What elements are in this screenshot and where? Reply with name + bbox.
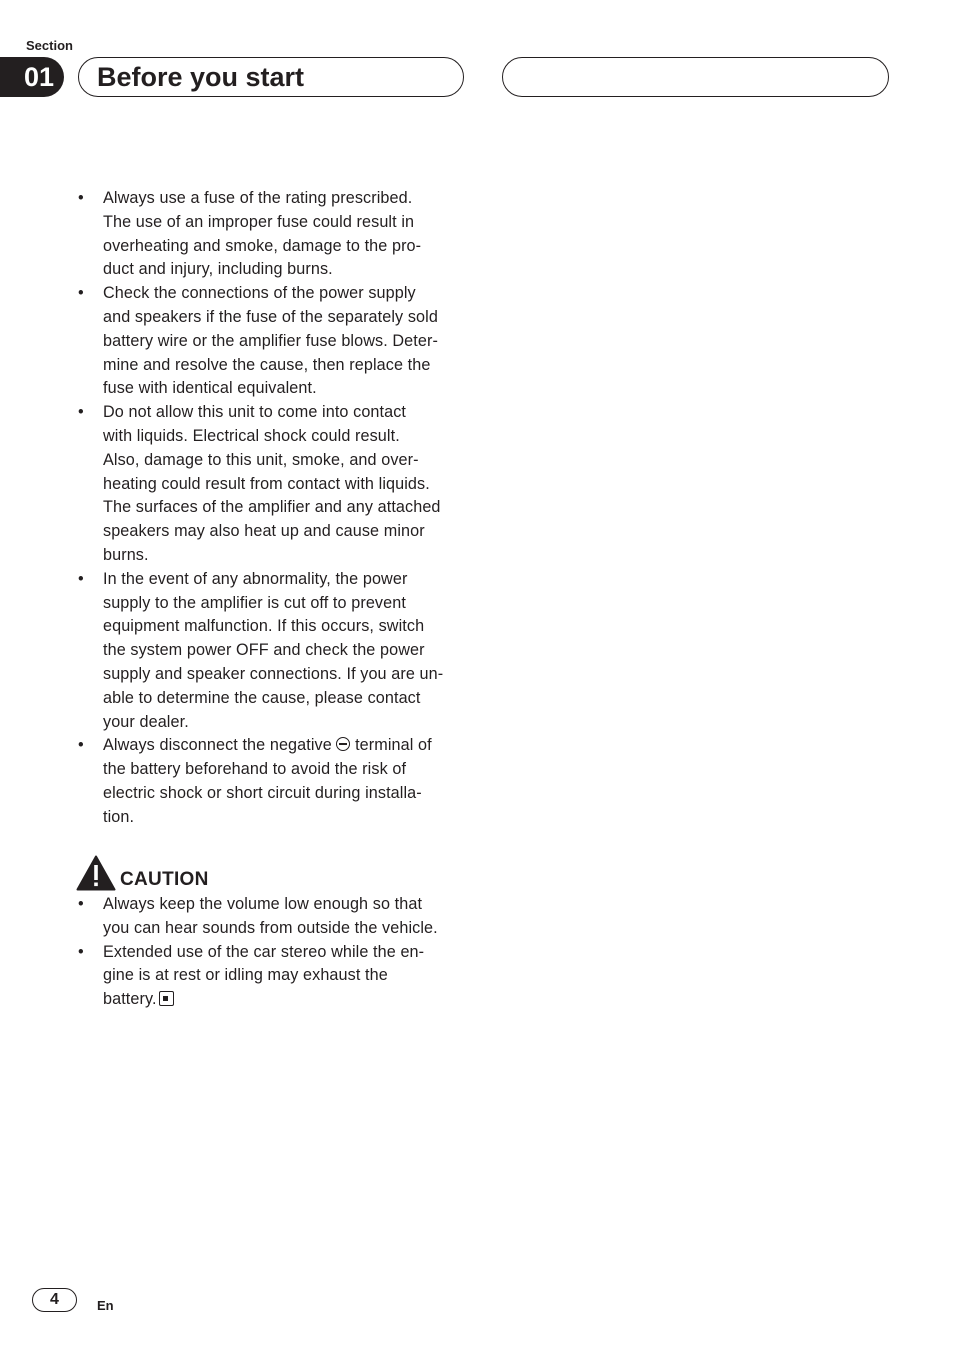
text-line: Extended use of the car stereo while the en- — [103, 942, 425, 961]
text-line: the system power OFF and check the power — [103, 641, 425, 660]
empty-header-frame — [502, 57, 889, 97]
text-line: terminal of — [355, 736, 432, 755]
negative-terminal-icon — [336, 737, 350, 751]
bullet-icon: • — [78, 284, 84, 303]
text-line: Always keep the volume low enough so that — [103, 895, 423, 913]
list-item — [76, 282, 468, 401]
caution-column — [76, 893, 468, 1012]
section-label: Section — [26, 38, 73, 53]
text-line: In the event of any abnormality, the power — [103, 569, 408, 588]
text-line: equipment malfunction. If this occurs, switch — [103, 617, 425, 636]
language-label: En — [97, 1298, 114, 1313]
text-line: Always use a fuse of the rating prescribed. — [103, 189, 413, 207]
page-number: 4 — [32, 1288, 77, 1312]
text-line: your dealer. — [103, 712, 189, 731]
text-line: supply and speaker connections. If you are un- — [103, 664, 444, 683]
text-line: The surfaces of the amplifier and any attached — [103, 498, 441, 517]
text-line: you can hear sounds from outside the vehicle. — [103, 918, 438, 937]
list-item — [76, 568, 468, 735]
text-line: tion. — [103, 807, 135, 826]
text-line: and speakers if the fuse of the separately sold — [103, 307, 438, 326]
text-line: burns. — [103, 545, 149, 564]
text-line: Check the connections of the power supply — [103, 284, 416, 303]
caution-label: CAUTION — [120, 869, 209, 890]
text-line: electric shock or short circuit during installa- — [103, 783, 422, 802]
list-item — [76, 734, 468, 829]
list-item — [76, 187, 468, 282]
text-line: mine and resolve the cause, then replace the — [103, 355, 431, 374]
list-item — [76, 401, 468, 568]
list-item — [76, 893, 468, 941]
warning-list — [76, 187, 468, 830]
text-line: fuse with identical equivalent. — [103, 379, 317, 398]
bullet-icon: • — [78, 189, 84, 207]
text-line: speakers may also heat up and cause minor — [103, 522, 425, 541]
warning-triangle-icon — [76, 855, 116, 891]
text-line: with liquids. Electrical shock could result. — [103, 426, 400, 445]
page-title: Before you start — [97, 62, 305, 92]
text-line: able to determine the cause, please contact — [103, 688, 421, 707]
text-line: supply to the amplifier is cut off to prevent — [103, 593, 406, 612]
text-line: Also, damage to this unit, smoke, and over- — [103, 450, 419, 469]
text-line: The use of an improper fuse could result in — [103, 212, 415, 231]
text-line: heating could result from contact with liquids. — [103, 474, 430, 493]
bullet-icon: • — [78, 895, 84, 913]
bullet-icon: • — [78, 403, 84, 422]
bullet-icon: • — [78, 736, 84, 755]
text-line: Always disconnect the negative — [103, 736, 332, 755]
text-line: battery. — [103, 990, 157, 1009]
text-line: battery wire or the amplifier fuse blows. Deter- — [103, 331, 438, 350]
text-line: the battery beforehand to avoid the risk of — [103, 760, 407, 779]
text-line: overheating and smoke, damage to the pro- — [103, 236, 422, 255]
text-line: gine is at rest or idling may exhaust the — [103, 966, 388, 985]
text-line: duct and injury, including burns. — [103, 260, 333, 279]
caution-list — [76, 893, 468, 1012]
main-column — [76, 187, 468, 830]
bullet-icon: • — [78, 569, 84, 588]
text-line: Do not allow this unit to come into contact — [103, 403, 407, 422]
end-of-section-icon — [159, 991, 174, 1006]
section-number: 01 — [0, 57, 64, 97]
list-item — [76, 941, 468, 1012]
bullet-icon: • — [78, 942, 84, 961]
